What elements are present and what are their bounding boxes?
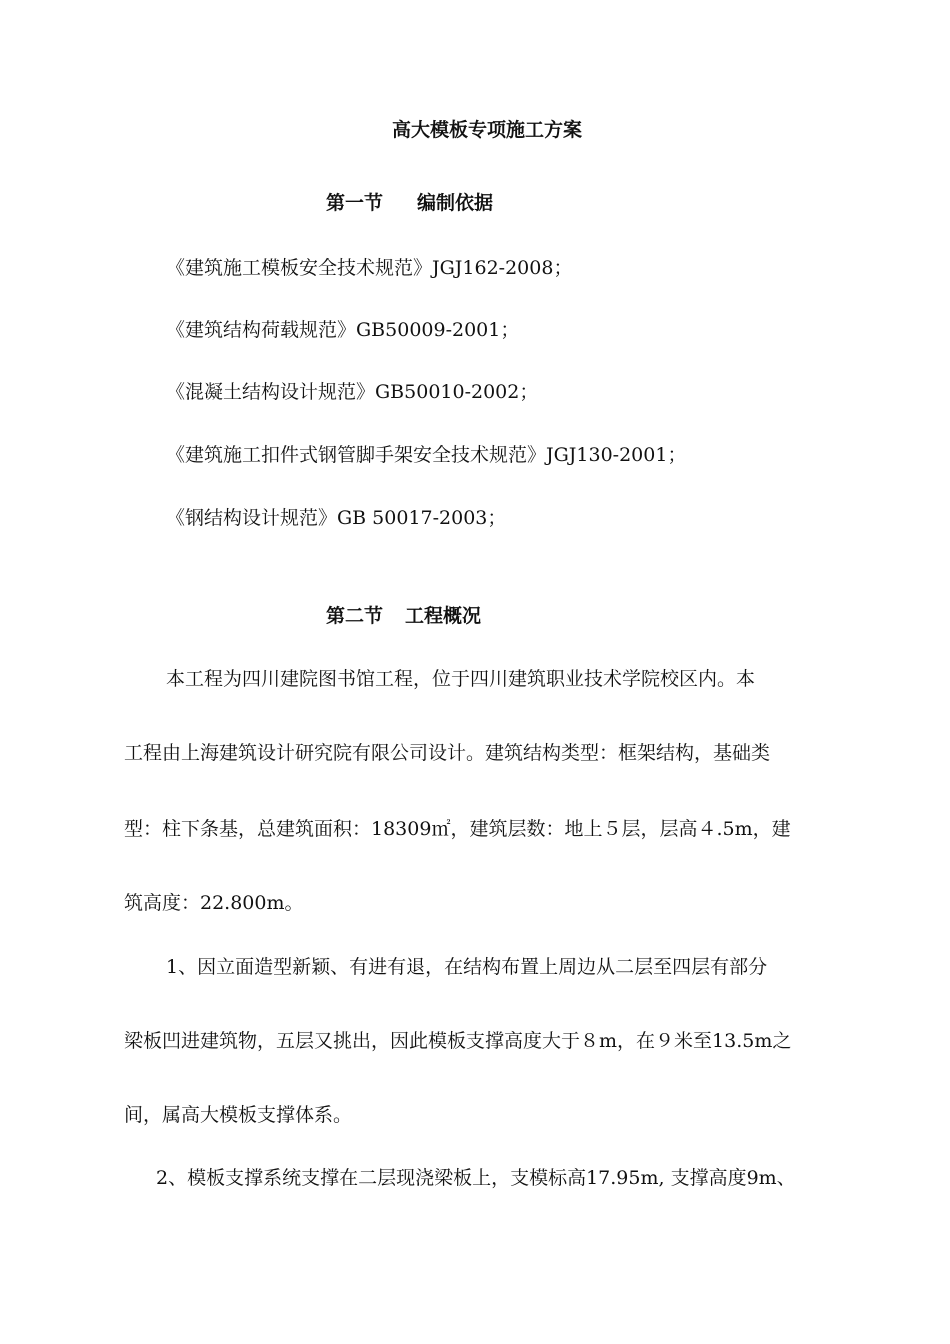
item-2-line: 2、模板支撑系统支撑在二层现浇梁板上，支模标高17.95m, 支撑高度9m、 xyxy=(156,1167,796,1189)
item-1-line: 梁板凹进建筑物，五层又挑出，因此模板支撑高度大于８m，在９米至13.5m之 xyxy=(124,1030,792,1052)
section-1-number: 第一节 xyxy=(326,192,384,214)
overview-line: 筑高度：22.800m。 xyxy=(124,892,304,914)
section-1-heading xyxy=(326,191,493,215)
reference-item: 《建筑施工扣件式钢管脚手架安全技术规范》JGJ130-2001； xyxy=(166,444,687,466)
overview-line: 工程由上海建筑设计研究院有限公司设计。建筑结构类型：框架结构，基础类 xyxy=(124,742,771,764)
item-1-line: 间，属高大模板支撑体系。 xyxy=(124,1104,353,1126)
section-2-heading xyxy=(326,604,481,628)
section-1-name: 编制依据 xyxy=(417,192,494,214)
reference-item: 《钢结构设计规范》GB 50017-2003； xyxy=(166,507,507,529)
reference-item: 《建筑施工模板安全技术规范》JGJ162-2008； xyxy=(166,257,573,279)
document-title: 高大模板专项施工方案 xyxy=(392,119,583,141)
section-2-name: 工程概况 xyxy=(405,605,482,627)
reference-item: 《混凝土结构设计规范》GB50010-2002； xyxy=(166,381,539,403)
item-1-line: 1、因立面造型新颖、有进有退，在结构布置上周边从二层至四层有部分 xyxy=(166,956,768,978)
section-2-number: 第二节 xyxy=(326,605,384,627)
reference-item: 《建筑结构荷载规范》GB50009-2001； xyxy=(166,319,520,341)
overview-line: 型：柱下条基，总建筑面积：18309㎡，建筑层数：地上５层，层高４.5m，建 xyxy=(124,818,791,840)
overview-line: 本工程为四川建院图书馆工程，位于四川建筑职业技术学院校区内。本 xyxy=(166,668,756,690)
